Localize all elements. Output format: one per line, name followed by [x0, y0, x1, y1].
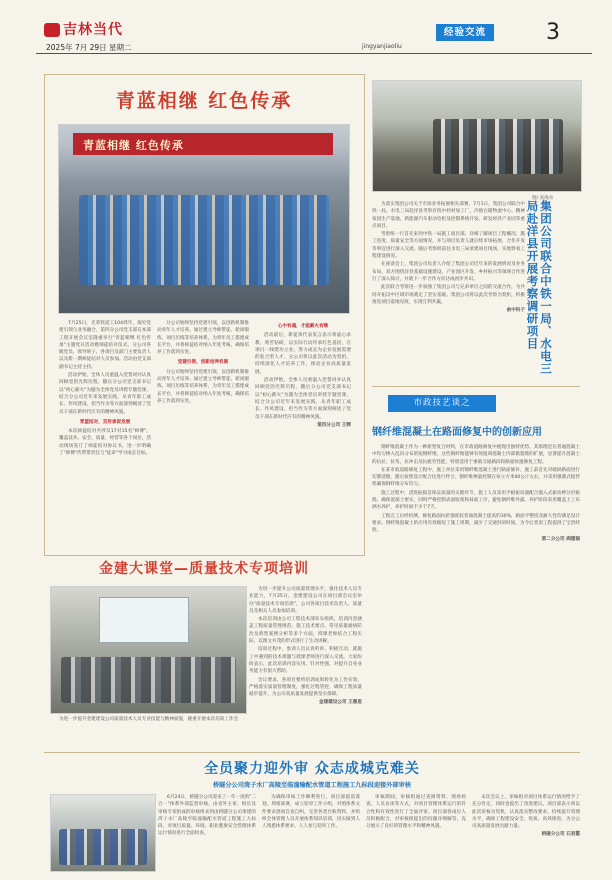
- article-1-para-5b: 活动伊始，全体人员重温入党誓词并认真回顾党的光辉历程，随后分公司党支部书记以"初心薪火"为题为全体党员讲授专题党课，结合分公司近年来发展实践，从青年职工成长、作风建设、担当作为等方面深刻阐述了党员干部在新时代应有的精神风貌。: [255, 378, 351, 420]
- article-5-headline: 全员聚力迎外审 众志成城克难关: [204, 761, 420, 777]
- article-4-para-2: 本次培训由公司工程技术部牵头组织，培训内容涵盖工程质量管理规范、施工技术要点、常见质量通病防治及典型案例分析等多个方面，授课老师结合工程实际，以图文并茂的形式进行了生动讲解。: [249, 617, 362, 645]
- article-3-section-label: 市政技艺谈之: [388, 395, 496, 412]
- article-1-col-2: [157, 320, 249, 546]
- article-4-para-1: 为进一步提升公司质量管理水平，强化技术人员专业能力，7月25日，金建建设公司在项目部会议室举办"质量技术专项培训"，公司各项目技术负责人、质量员及相关人员参加培训。: [249, 587, 362, 614]
- article-4-photo: [50, 586, 247, 714]
- article-2-photo-caption: 图/ 查海水: [532, 196, 554, 201]
- article-5-photo: [50, 794, 156, 872]
- logo-text: 吉林当代: [63, 22, 123, 38]
- article-4-para-3: 培训过程中，参训人员认真听讲、积极互动，就施工中遇到的技术难题与授课老师进行深入交流。大家纷纷表示，此次培训内容实用、针对性强，对提升自身业务能力有很大帮助。: [249, 647, 362, 675]
- article-5-para-3: 审核期间，审核组通过查阅资料、现场检查、人员访谈等方式，对项目管理体系运行的符合性和有效性进行了全面评审。项目部各岗位人员积极配合，对审核组提出的问题详细解答，充分展示了良好的管理水平和精神风貌。: [366, 795, 466, 830]
- article-1-headline: 青蓝相继 红色传承: [115, 90, 293, 112]
- article-4-para-4: 会议要求，各项目要将培训成果转化为工作实效，严格落实质量管理制度，强化过程管控，确保工程质量稳步提升，为公司高质量发展提供坚实保障。: [249, 677, 362, 698]
- article-5-photo-people: [59, 829, 147, 865]
- masthead-rule: [36, 53, 592, 54]
- article-4-headline: 金建大课堂—质量技术专项培训: [99, 561, 309, 577]
- article-2-para-3: 在座谈会上，集团公司负责人介绍了集团公司近年来的发展情况及业务布局，双方围绕洋县基础设施建设、产业园区开发、乡村振兴等领域合作进行了深入探讨，并就下一步合作方向达成初步共识。: [372, 262, 525, 282]
- article-4-col-1: [249, 586, 362, 746]
- article-2-para-1: 为落实集团公司关于市场业务拓展相关部署，7月1日，集团公司联合中铁一局、水电三局赴洋县考察有机中药材加工厂，冷链仓储物流中心、精神家园生产基地，新能源汽车驱动电机及控制系统开发、研发经济产业园等重点项目。: [372, 202, 525, 229]
- article-4-signature: 金建建设公司 王惠思: [319, 700, 362, 706]
- article-5-col-4: [472, 794, 580, 872]
- article-4-photo-caption: [50, 716, 244, 746]
- article-1-para-2: 活动伊始，全体人员重温入党誓词并认真回顾党的光辉历程，随后分公司党支部书记以"初心薪火"为题为全体党员讲授专题党课，结合分公司近年来发展实践，从青年职工成长、作风建设、担当作为等方面深刻阐述了党员干部在新时代应有的精神风貌。: [59, 373, 151, 415]
- article-1-subhead-2: 党建引领，创新培养机制: [177, 360, 229, 366]
- article-2-signature: 俞中科子: [506, 308, 525, 314]
- article-5-col-3: [366, 794, 466, 872]
- article-3-signature: 第二分公司 阎德福: [541, 536, 580, 542]
- article-1-para-1: 7月25日，光荣铁道工104周年，探究党建引领与业务融合，第四分公司党支部在本部工程开展会议室隆重举行"青蓝相继 红色传承"主题党日活动暨师徒结对仪式。分公司各级党员、领导班子、各项目及部门主要负责人以及新一期师徒结对人员参加。活动由党支部副书记主持主持。: [59, 321, 151, 370]
- logo-icon: [44, 23, 60, 37]
- article-1-photo-group: [79, 195, 329, 285]
- article-3-para-2: 在某市政道路修复工程中，施工单位采用钢纤维混凝土进行路面修补，施工前首先对破损路面进行切割清理，随后按照设计配合比进行拌合，钢纤维掺量控制在每立方米40公斤左右，并采用强制式搅拌机确保钢纤维分布均匀。: [372, 467, 580, 488]
- article-2-body: [372, 201, 525, 381]
- masthead-url: jingyanjiaoliu: [362, 43, 402, 50]
- article-1-signature: 第四分公司 王辉: [317, 422, 351, 428]
- article-3-headline: 钢纤维混凝土在路面修复中的创新应用: [372, 427, 542, 438]
- article-2-headline: 集团公司联合中铁一局、水电三局赴洋县开展考察调研项目: [525, 200, 553, 375]
- article-1-para-4: 分公司始终坚持党建引领，以创新机制推动青年人才培养。通过建立导师带徒、轮岗锻炼、项目历练等培养体系，为青年员工搭建成长平台，并将师徒结对纳入年度考核，确保培养工作落到实处。: [157, 321, 249, 356]
- article-4-screen: [99, 597, 189, 643]
- article-4-audience: [61, 657, 236, 703]
- masthead: [36, 20, 592, 70]
- article-5-subtitle: 桥隧分公司湾子水厂高陵至临潼输配水管道工程施工九标段迎接外部审核: [213, 782, 411, 789]
- masthead-date: 2025年 7月 29日 星期二: [46, 43, 132, 52]
- article-5-signature: 桥隧分公司 石君霞: [541, 832, 580, 838]
- article-5-col-1: [158, 794, 256, 872]
- article-1-banner-text: 青蓝相继 红色传承: [83, 139, 184, 152]
- article-1-subhead-3: 心中有魂，才能薪火有继: [277, 324, 329, 329]
- article-1-col-3: [255, 320, 351, 546]
- masthead-logo: [44, 22, 139, 40]
- article-1-para-3: 本次师徒结对共涉及17对15名"师傅"，覆盖技术、安全、质量、经营等各个岗位，活动现场签订了师徒结对协议书，进一步明确了"师傅"传帮带责任与"徒弟"学习成长目标。: [59, 429, 151, 457]
- article-1-col-1: [59, 320, 151, 546]
- article-3-para-3: 施工过程中，浇筑振捣是保证质量的关键环节，施工人员采用平板振动器配合插入式振动棒分层振捣，确保混凝土密实，同时严格控制表面收浆和抹面工序，避免钢纤维外露。养护阶段采用覆盖土工布洒水养护，养护时间不少于7天。: [372, 490, 580, 511]
- article-1-banner: [73, 133, 333, 155]
- article-5-para-2: 为确保审核工作顺利进行，项目部提前谋划、周密部署，成立迎审工作小组，对照体系文件要求逐项自查自纠，完善各类台账资料，并组织全体管理人员开展体系知识培训，切实做到人人熟悉体系要求、人人参与迎审工作。: [262, 795, 360, 830]
- article-4-caption-text: 为进一步提升金建建设公司质量技术人员专业技能与精神面貌，隆重开展本次培训工作会: [59, 717, 239, 722]
- article-5-col-2: [262, 794, 360, 872]
- article-2-photo: [372, 80, 582, 192]
- article-2-photo-people: [433, 119, 563, 174]
- article-3-para-4: 工程完工后经检测，修复路面抗折强度较普通混凝土提高约30%，路面平整度及耐久性均满足设计要求。钢纤维混凝土的应用有效缩短了施工周期，减少了交通封闭时间，为今后类似工程提供了宝贵经验。: [372, 513, 580, 534]
- article-5-para-1: 6月24日，桥隧分公司迎来了一年一度的"二合一"体系外部监督审核，由省外主审、组长及审核专家组成的审核组来到由桥隧分公司承建的湾子水厂高陵至临潼输配水管道工程施工九标段，对项目质量、环境、职业健康安全管理体系运行情况进行全面检查。: [158, 795, 256, 837]
- section-tab: 经验交流: [436, 24, 494, 41]
- article-5-para-4: 末次会议上，审核组对项目体系运行情况给予了充分肯定，同时也提出了改进建议。项目部表示将以此次审核为契机，认真落实整改要求，持续提升管理水平，确保工程建设安全、优质、高效推进，为分公司高质量发展贡献力量。: [472, 795, 580, 830]
- article-3-para-1: 钢纤维混凝土作为一种新型复合材料，在市政道路修复中展现出独特优势。其原理是在普通混凝土中均匀掺入乱向分布的短钢纤维，这些钢纤维能够有效阻碍混凝土内部微裂缝的扩展，显著提升混凝土的抗拉、抗弯、抗冲击及抗疲劳性能，特别适用于重载交通路段和路面快速修复工程。: [372, 445, 580, 465]
- article-3-body: [372, 444, 580, 616]
- article-2-para-4: 此次联合考察进一步加强了集团公司与兄弟单位之间的交流合作，为共同开拓汉中区域市场奠定了坚实基础。集团公司将以此次考察为契机，积极推进项目落地见效，实现互利共赢。: [372, 285, 525, 305]
- article-1-para-4b: 分公司始终坚持党建引领，以创新机制推动青年人才培养。通过建立导师带徒、轮岗锻炼、项目历练等培养体系，为青年员工搭建成长平台，并将师徒结对纳入年度考核，确保培养工作落到实处。: [157, 369, 249, 404]
- article-2-para-2: 考察组一行首先来到中铁一局施工项目部，详细了解项目工程概况、施工进度、质量安全等方面情况，并与项目负责人就后续市场拓展、合作开发等事宜进行深入交流。随后考察组前往水电三局承建项目现场，实地察看工程建设情况。: [372, 232, 525, 260]
- article-5-divider: [44, 752, 580, 753]
- page-number: 3: [546, 20, 560, 45]
- article-2-divider: [372, 386, 580, 387]
- article-1-photo: [58, 124, 350, 314]
- article-1-subhead-1: 青蓝结对，双传承促发展: [79, 419, 131, 425]
- article-1-para-5: 活动最后，新徒弟代表发言表示将虚心求教、刻苦钻研，以实际行动传承红色基因，在项目一线建功立业，努力成长为企业发展需要的复合型人才。分公司将以此次活动为契机，持续深化人才培养工作，推动企业高质量发展。: [255, 333, 351, 375]
